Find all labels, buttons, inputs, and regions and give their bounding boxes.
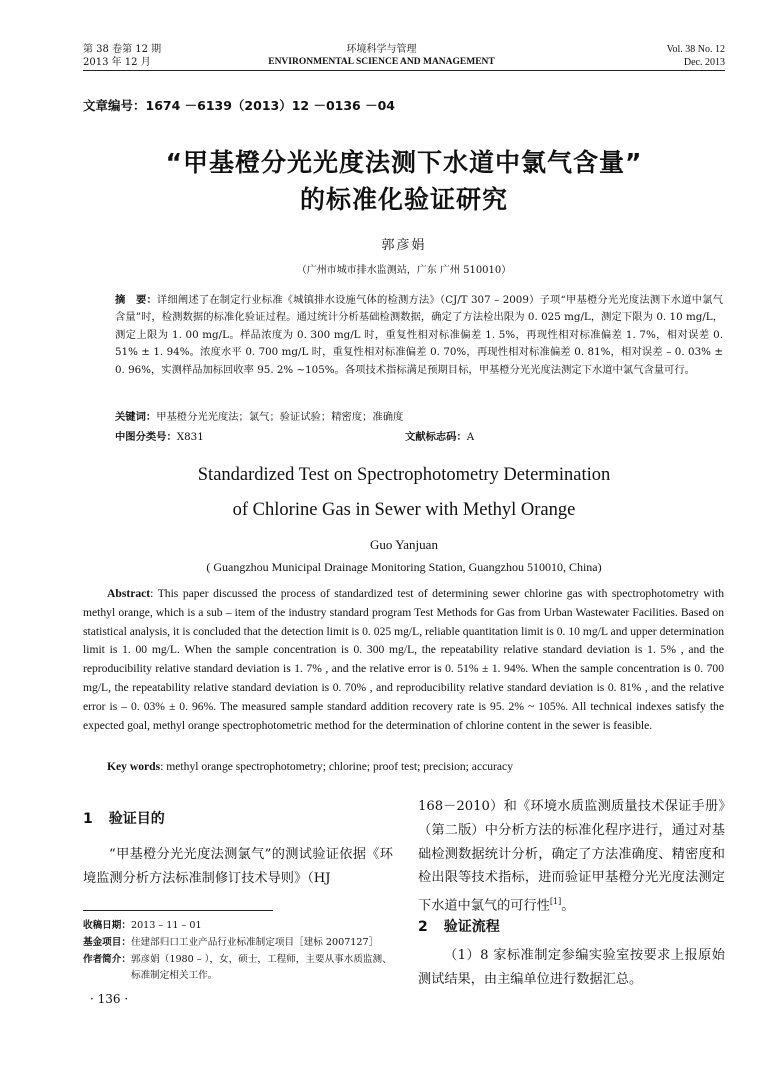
document-code	[405, 428, 474, 443]
section2-title: 验证流程	[443, 919, 500, 935]
abstract-cn-label: 摘 要：	[115, 294, 157, 306]
classification	[115, 428, 204, 443]
section2-number: 2	[418, 919, 428, 935]
footnote-received	[83, 918, 393, 934]
section1-paragraph: “甲基橙分光光度法测氯气”的测试验证依据《环境监测分析方法标准制修订技术导则》（HJ	[83, 847, 393, 886]
header-volume-en: Vol. 38 No. 12	[666, 44, 725, 55]
header-date: 2013 年 12 月	[83, 57, 151, 68]
footnote-rule	[83, 910, 273, 911]
section2-heading	[418, 916, 500, 936]
keywords-en-text: : methyl orange spectrophotometry; chlorine; proof test; precision; accuracy	[160, 760, 513, 773]
document-code-label: 文献标志码：	[405, 431, 467, 443]
right-column-end: 。	[561, 898, 575, 914]
section1-title: 验证目的	[108, 811, 165, 827]
bio-line2: 标准制定相关工作。	[131, 970, 218, 981]
section1-heading	[83, 808, 165, 828]
journal-name-cn: 环境科学与管理	[346, 44, 417, 55]
author-en: Guo Yanjuan	[370, 537, 438, 552]
journal-name-en: ENVIRONMENTAL SCIENCE AND MANAGEMENT	[268, 57, 495, 67]
affiliation-en: ( Guangzhou Municipal Drainage Monitoring Station, Guangzhou 510010, China)	[206, 560, 602, 574]
right-column-text: 168－2010）和《环境水质监测质量技术保证手册》（第二版）中分析方法的标准化程序进行，通过对基础检测数据统计分析，确定了方法准确度、精密度和检出限等技术指标，进而验证甲基橙分光光度法测定下水道中氯气的可行性	[418, 799, 725, 914]
keywords-en	[107, 760, 725, 773]
author-cn: 郭彦娟	[381, 238, 427, 253]
title-en-line1: Standardized Test on Spectrophotometry Determination	[197, 465, 611, 485]
classification-value: X831	[176, 431, 204, 443]
abstract-en	[83, 585, 724, 735]
abstract-cn-text: 详细阐述了在制定行业标准《城镇排水设施气体的检测方法》（CJ/T 307 – 2009）子项“甲基橙分光光度法测下水道中氯气含量”时，检测数据的标准化验证过程。通过统计分析基础检测数据，确定了方法检出限为 0. 025 mg/L，测定下限为 0. 10 mg/L，测定上限为 1. 00 mg/L。样品浓度为 0. 300 mg/L 时，重复性相对标准偏差 1. 5%，再现性相对标准偏差 1. 7%，相对误差 0. 51% ± 1. 94%。浓度水平 0. 700 mg/L 时，重复性相对标准偏差 0. 70%，再现性相对标准偏差 0. 81%，相对误差 – 0. 03% ± 0. 96%，实测样品加标回收率 95. 2% ~105%。各项技术指标满足预期目标，甲基橙分光光度法测定下水道中氯气含量可行。	[115, 294, 723, 376]
footnote-bio	[83, 952, 393, 984]
classification-label: 中图分类号：	[115, 431, 177, 443]
received-label: 收稿日期：	[83, 920, 131, 931]
keywords-cn-text: 甲基橙分光光度法；氯气；验证试验；精密度；准确度	[156, 411, 404, 423]
abstract-en-label: Abstract	[107, 587, 151, 600]
section2-paragraph: （1）8 家标准制定参编实验室按要求上报原始测试结果，由主编单位进行数据汇总。	[418, 948, 725, 987]
title-cn-line1: “甲基橙分光光度法测下水道中氯气含量”	[165, 148, 643, 177]
article-number: 文章编号：1674 －6139（2013）12 －0136 －04	[83, 98, 396, 113]
header-volume: 第 38 卷第 12 期	[83, 44, 162, 55]
keywords-cn-label: 关键词：	[115, 411, 157, 423]
header-date-en: Dec. 2013	[683, 57, 725, 68]
abstract-en-text: : This paper discussed the process of standardized test of determining sewer chlorine gas with spectrophotometry with methyl orange, which is a sub – item of the industry standard program Test Methods for Gas from Urban Wastewater Facilities. Based on statistical analysis, it is concluded that the detection limit is 0. 025 mg/L, reliable quantitation limit is 0. 10 mg/L and upper determination limit is 1. 00 mg/L. When the sample concentration is 0. 300 mg/L, the repeatability relative standard deviation is 1. 5% , and the reproducibility relative standard deviation is 1. 7% , and the relative error is 0. 51% ± 1. 94%. When the sample concentration is 0. 700 mg/L, the repeatability relative standard deviation is 0. 70% , and reproducibility relative standard deviation is 0. 81% , and the relative error is – 0. 03% ± 0. 96%. The measured sample standard addition recovery rate is 95. 2% ~ 105%. All technical indexes satisfy the expected goal, methyl orange spectrophotometric method for the determination of chlorine content in the sewer is feasible.	[83, 587, 724, 732]
footnote-fund	[83, 935, 393, 951]
fund-label: 基金项目：	[83, 937, 131, 948]
fund-text: 住建部归口工业产品行业标准制定项目［建标 2007127］	[130, 937, 379, 948]
bio-label: 作者简介：	[83, 954, 131, 965]
affiliation-cn: （广州市城市排水监测站，广东 广州 510010）	[296, 265, 512, 276]
right-column-paragraph	[418, 795, 725, 918]
section1-number: 1	[83, 811, 93, 827]
page-number: · 136 ·	[90, 992, 129, 1006]
keywords-en-label: Key words	[107, 760, 161, 773]
title-cn-line2: 的标准化验证研究	[299, 185, 508, 214]
citation-1: [1]	[549, 897, 562, 907]
title-en-line2: of Chlorine Gas in Sewer with Methyl Orange	[232, 500, 576, 520]
received-date: 2013 – 11 – 01	[130, 920, 202, 931]
bio-line1: 郭彦娟（1980 – ），女，硕士，工程师，主要从事水质监测、	[130, 954, 392, 965]
header-rule	[83, 70, 725, 71]
document-code-value: A	[466, 431, 475, 443]
abstract-cn	[115, 292, 723, 379]
keywords-cn	[115, 409, 723, 426]
